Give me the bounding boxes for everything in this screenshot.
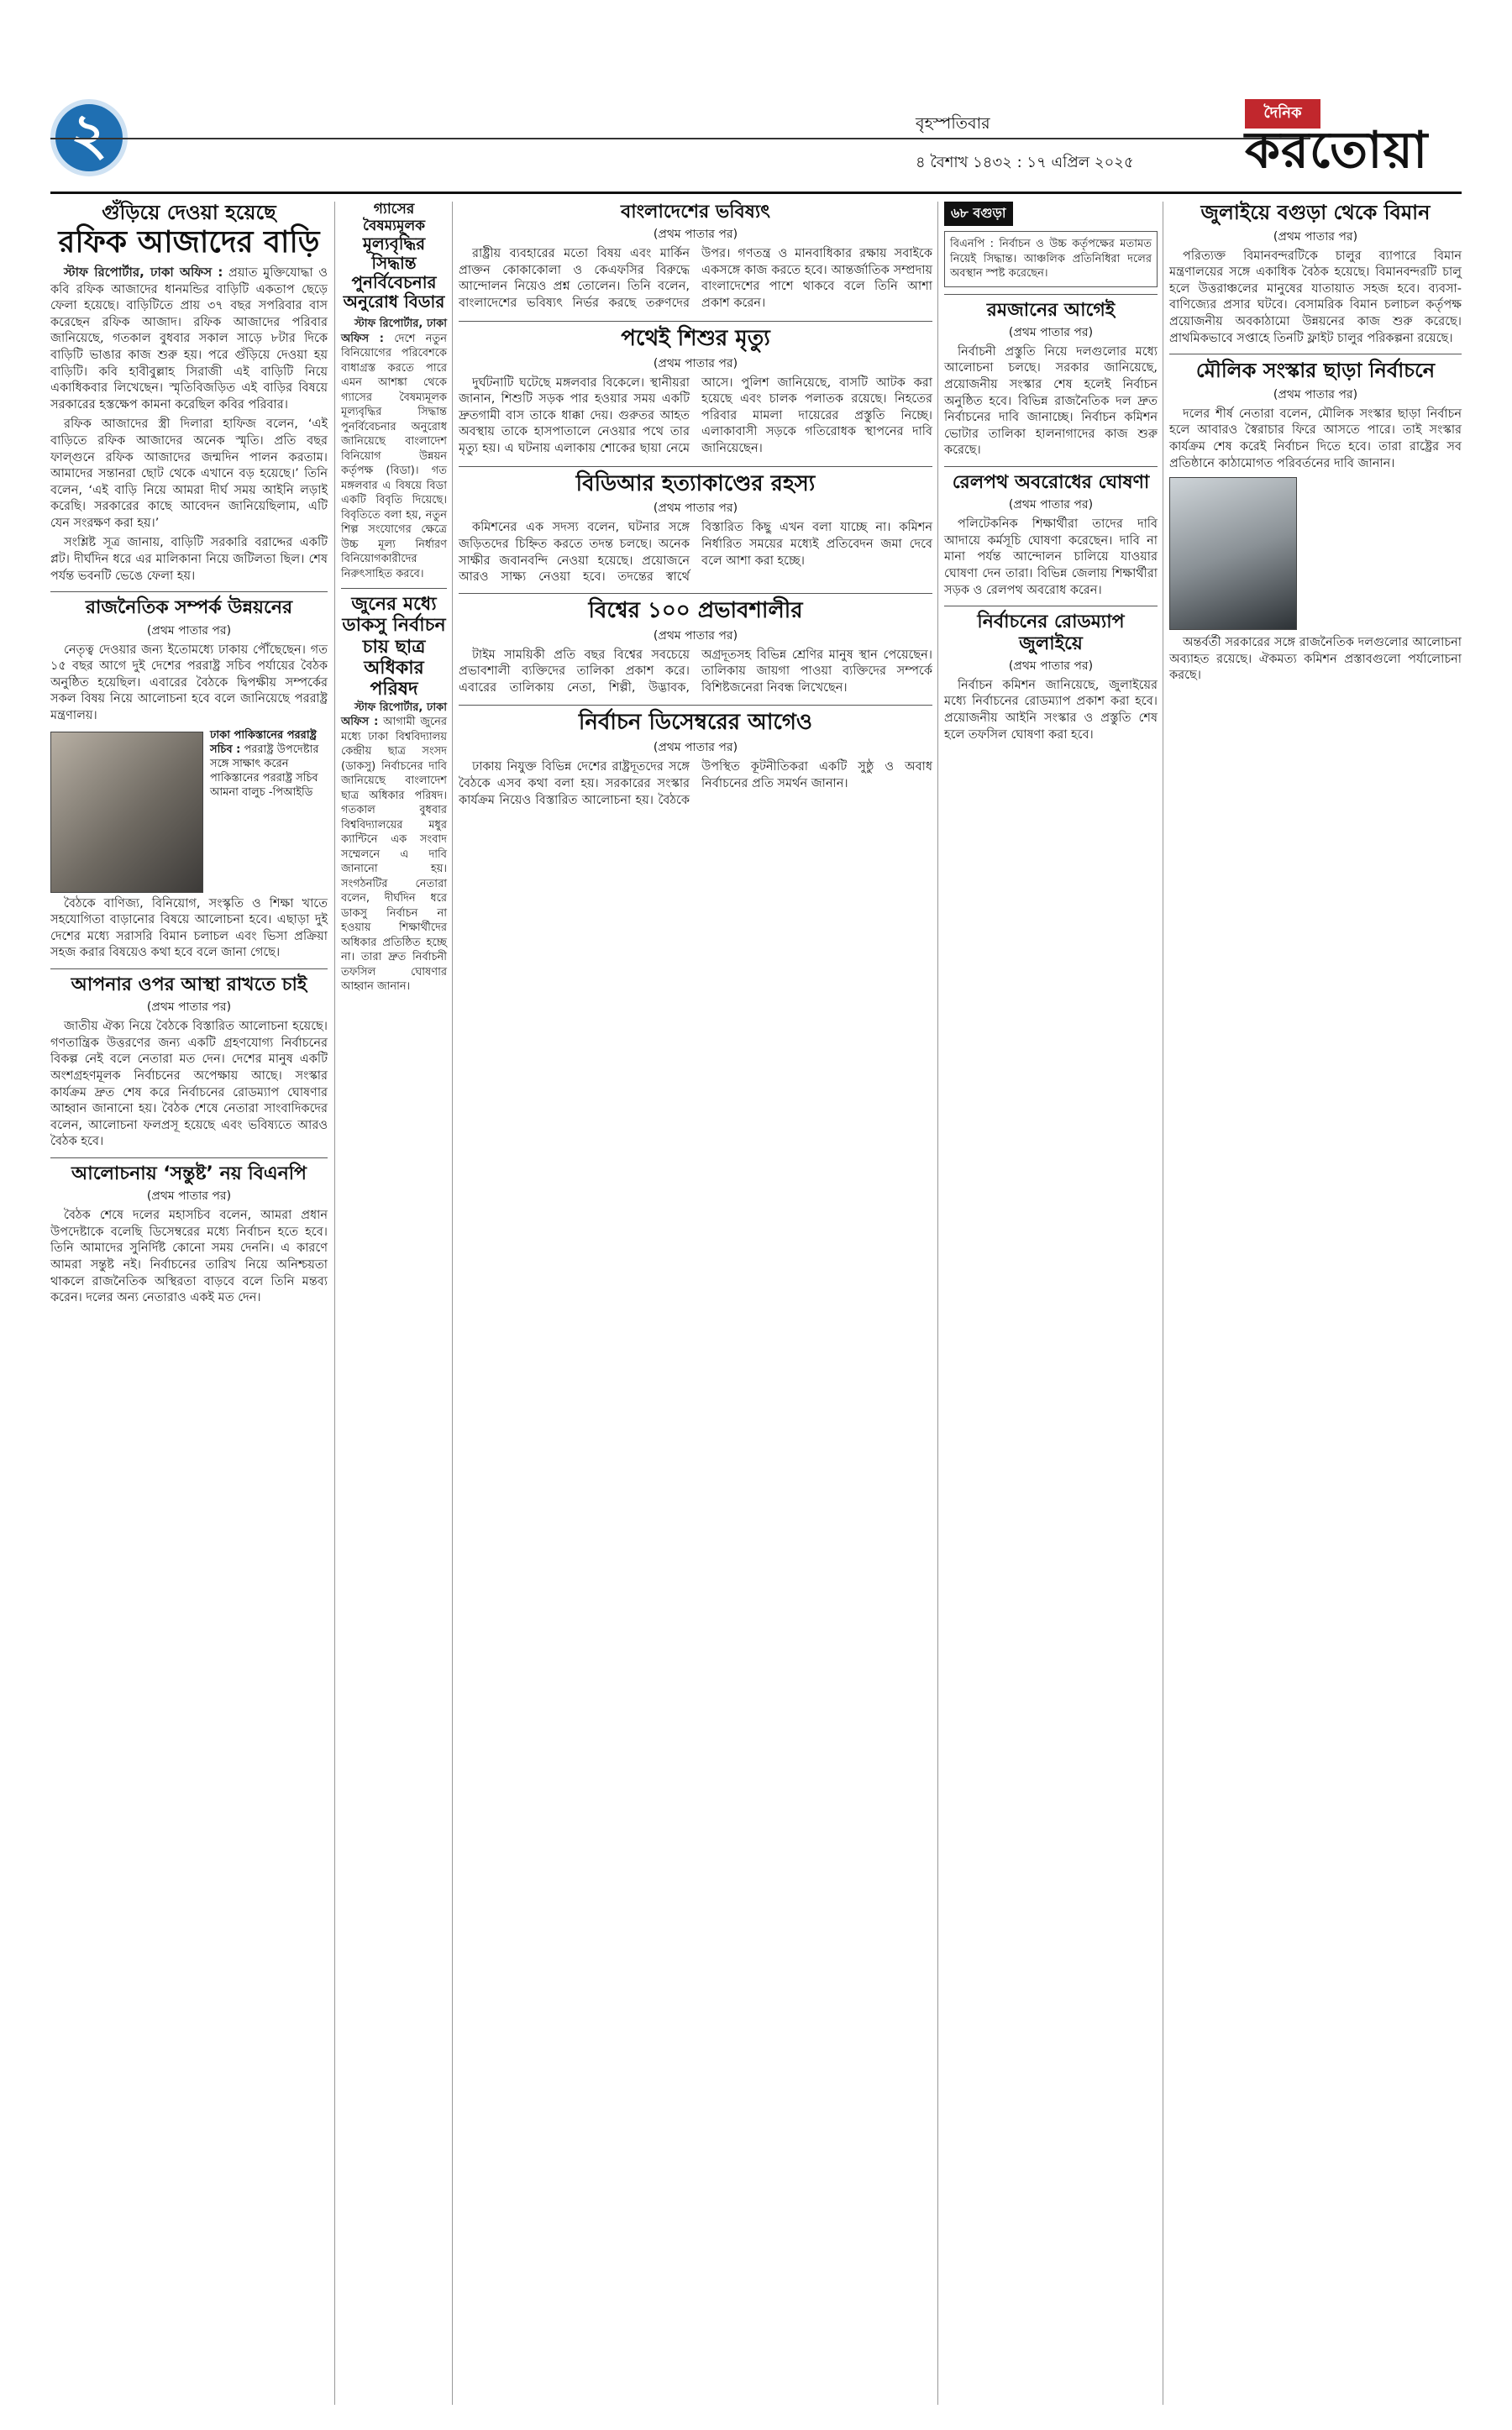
byline: স্টাফ রিপোর্টার, ঢাকা অফিস : (64, 264, 223, 280)
article-text: ঢাকায় নিযুক্ত বিভিন্ন দেশের রাষ্ট্রদূতদের সঙ্গে বৈঠকে এসব কথা বলা হয়। সরকারের সংস্কার কার্যক্রম নিয়েও বিস্তারিত আলোচনা হয়। বৈঠকে উপস্থিত কূটনীতিকরা একটি সুষ্ঠু ও অবাধ নির্বাচনের প্রতি সমর্থন জানান। (459, 760, 932, 807)
column-4 (944, 202, 1158, 2405)
section-tag: ৬৮ বগুড়া (944, 202, 1013, 226)
newspaper-logo (1245, 99, 1463, 186)
article-kicker: গুঁড়িয়ে দেওয়া হয়েছে (102, 201, 276, 224)
section-divider (459, 593, 932, 594)
masthead-date: ৪ বৈশাখ ১৪৩২ : ১৭ এপ্রিল ২০২৫ (916, 154, 1134, 171)
article-text: টাইম সাময়িকী প্রতি বছর বিশ্বের সবচেয়ে প্রভাবশালী ব্যক্তিদের তালিকা প্রকাশ করে। এবারের তালিকায় নেতা, শিল্পী, উদ্ভাবক, অগ্রদূতসহ বিভিন্ন শ্রেণির মানুষ স্থান পেয়েছেন। তালিকায় জায়গা পাওয়া ব্যক্তিদের সম্পর্কে বিশিষ্টজনেরা নিবন্ধ লিখেছেন। (459, 648, 932, 695)
article-headline: রমজানের আগেই (986, 299, 1116, 321)
article-headline: পথেই শিশুর মৃত্যু (621, 325, 770, 351)
masthead-day: বৃহস্পতিবার (916, 114, 990, 133)
article-text: সংশ্লিষ্ট সূত্র জানায়, বাড়িটি সরকারি বরাদ্দের একটি প্লট। দীর্ঘদিন ধরে এর মালিকানা নিয়ে জটিলতা ছিল। শেষ পর্যন্ত ভবনটি ভেঙে ফেলা হয়। (50, 536, 328, 583)
article-headline: জুনের মধ্যে ডাকসু নির্বাচন চায় ছাত্র অধিকার পরিষদ (342, 594, 446, 701)
continuation-label: (প্রথম পাতার পর) (653, 356, 738, 370)
article-text: নির্বাচনী প্রস্তুতি নিয়ে দলগুলোর মধ্যে আলোচনা চলছে। সরকার জানিয়েছে, প্রয়োজনীয় সংস্কার শেষ হলেই নির্বাচন অনুষ্ঠিত হবে। বিভিন্ন রাজনৈতিক দল দ্রুত নির্বাচনের দাবি জানাচ্ছে। নির্বাচন কমিশন ভোটার তালিকা হালনাগাদের কাজ শুরু করেছে। (944, 344, 1158, 458)
section-divider (50, 591, 328, 592)
article-headline: আলোচনায় ‘সন্তুষ্ট’ নয় বিএনপি (71, 1163, 307, 1184)
section-divider (459, 321, 932, 322)
article-headline: মৌলিক সংস্কার ছাড়া নির্বাচনে (1195, 359, 1436, 383)
article-headline: রেলপথ অবরোধের ঘোষণা (952, 471, 1150, 493)
column-rule (937, 202, 938, 2405)
article-headline: রাজনৈতিক সম্পর্ক উন্নয়নের (85, 597, 293, 619)
article-text: বৈঠকে বাণিজ্য, বিনিয়োগ, সংস্কৃতি ও শিক্ষা খাতে সহযোগিতা বাড়ানোর বিষয়ে আলোচনা হবে। এছাড়া দুই দেশের মধ্যে সরাসরি বিমান চলাচল এবং ভিসা প্রক্রিয়া সহজ করার বিষয়েও কথা হবে বলে জানা গেছে। (50, 896, 328, 960)
article-body (50, 265, 328, 585)
article-text: আগামী জুনের মধ্যে ঢাকা বিশ্ববিদ্যালয় কেন্দ্রীয় ছাত্র সংসদ (ডাকসু) নির্বাচনের দাবি জানিয়েছে বাংলাদেশ ছাত্র অধিকার পরিষদ। গতকাল বুধবার বিশ্ববিদ্যালয়ের মধুর ক্যান্টিনে এক সংবাদ সম্মেলনে এ দাবি জানানো হয়। সংগঠনটির নেতারা বলেন, দীর্ঘদিন ধরে ডাকসু নির্বাচন না হওয়ায় শিক্ষার্থীদের অধিকার প্রতিষ্ঠিত হচ্ছে না। তারা দ্রুত নির্বাচনী তফসিল ঘোষণার আহ্বান জানান। (341, 716, 448, 994)
column-rule (452, 202, 453, 2405)
section-divider (341, 588, 447, 589)
continuation-label: (প্রথম পাতার পর) (1273, 387, 1358, 402)
column-rule (334, 202, 335, 2405)
article-text: দেশে নতুন বিনিয়োগের পরিবেশকে বাধাগ্রস্ত করতে পারে এমন আশঙ্কা থেকে গ্যাসের বৈষম্যমূলক মূল্যবৃদ্ধির সিদ্ধান্ত পুনর্বিবেচনার অনুরোধ জানিয়েছে বাংলাদেশ বিনিয়োগ উন্নয়ন কর্তৃপক্ষ (বিডা)। গত মঙ্গলবার এ বিষয়ে বিডা একটি বিবৃতি দিয়েছে। বিবৃতিতে বলা হয়, নতুন শিল্প সংযোগের ক্ষেত্রে উচ্চ মূল্য নির্ধারণ বিনিয়োগকারীদের নিরুৎসাহিত করবে। (341, 332, 447, 580)
article-text: পরিত্যক্ত বিমানবন্দরটিকে চালুর ব্যাপারে বিমান মন্ত্রণালয়ের সঙ্গে একাধিক বৈঠক হয়েছে। বিমানবন্দরটি চালু হলে উত্তরাঞ্চলের মানুষের যাতায়াত সহজ হবে। ব্যবসা-বাণিজ্যের প্রসার ঘটবে। বেসামরিক বিমান চলাচল কর্তৃপক্ষ প্রয়োজনীয় অবকাঠামো উন্নয়নের কাজ শুরু করেছে। প্রাথমিকভাবে সপ্তাহে তিনটি ফ্লাইট চালুর পরিকল্পনা রয়েছে। (1169, 249, 1462, 345)
section-divider (50, 1157, 328, 1158)
continuation-label: (প্রথম পাতার পর) (653, 741, 738, 755)
logo-small-text: দৈনিক (1245, 99, 1320, 129)
article-kicker: গ্যাসের বৈষম্যমূলক (362, 201, 426, 234)
byline: স্টাফ রিপোর্টার, ঢাকা অফিস : (341, 701, 447, 729)
continuation-label: (প্রথম পাতার পর) (653, 501, 738, 516)
masthead-divider (50, 192, 1462, 194)
continuation-label: (প্রথম পাতার পর) (146, 1189, 232, 1204)
continuation-label: (প্রথম পাতার পর) (146, 1000, 232, 1015)
section-divider (459, 466, 932, 467)
section-divider (944, 466, 1158, 467)
continuation-label: (প্রথম পাতার পর) (1008, 325, 1094, 339)
section-divider (459, 705, 932, 706)
article-text: রফিক আজাদের স্ত্রী দিলারা হাফিজ বলেন, ‘এই বাড়িতে রফিক আজাদের অনেক স্মৃতি। প্রতি বছর ফাল্গুনে রফিক আজাদের জন্মদিন পালন করতাম। আমাদের সন্তানরা ছোট থেকে এখানে বড় হয়েছে।’ তিনি বলেন, ‘এই বাড়ি নিয়ে আমরা দীর্ঘ সময় আইনি লড়াই করেছি। সরকারের কাছে আবেদন জানিয়েছিলাম, এটি যেন সংরক্ষণ করা হয়।’ (50, 417, 328, 530)
section-divider (944, 294, 1158, 295)
news-photo (50, 732, 203, 893)
news-photo (1169, 477, 1297, 630)
caption-text: পররাষ্ট্র উপদেষ্টার সঙ্গে সাক্ষাৎ করেন পাকিস্তানের পররাষ্ট্র সচিব আমনা বালুচ -পিআইডি (210, 743, 319, 799)
section-divider (50, 968, 328, 969)
continuation-label: (প্রথম পাতার পর) (146, 623, 232, 638)
column-5 (1169, 202, 1462, 2405)
article-headline: রফিক আজাদের বাড়ি (58, 224, 320, 260)
continuation-label: (প্রথম পাতার পর) (1008, 659, 1094, 673)
caption-bold: ঢাকা পাকিস্তানের পররাষ্ট্র সচিব : (210, 728, 317, 756)
article-text: বৈঠক শেষে দলের মহাসচিব বলেন, আমরা প্রধান উপদেষ্টাকে বলেছি ডিসেম্বরের মধ্যে নির্বাচন হতে হবে। তিনি আমাদের সুনির্দিষ্ট কোনো সময় দেননি। এ কারণে আমরা সন্তুষ্ট নই। নির্বাচনের তারিখ নিয়ে অনিশ্চয়তা থাকলে রাজনৈতিক অস্থিরতা বাড়বে বলে তিনি মন্তব্য করেন। দলের অন্য নেতারাও একই মত দেন। (50, 1209, 328, 1305)
column-3 (459, 202, 932, 2405)
article-headline: বাংলাদেশের ভবিষ্যৎ (620, 202, 771, 223)
continuation-label: (প্রথম পাতার পর) (653, 628, 738, 643)
news-brief-box (944, 231, 1158, 287)
article-text: নির্বাচন কমিশন জানিয়েছে, জুলাইয়ের মধ্যে নির্বাচনের রোডম্যাপ প্রকাশ করা হবে। প্রয়োজনীয় আইনি সংস্কার ও প্রস্তুতি শেষ হলে তফসিল ঘোষণা করা হবে। (944, 678, 1158, 742)
article-headline: বিডিআর হত্যাকাণ্ডের রহস্য (575, 470, 816, 496)
continuation-label: (প্রথম পাতার পর) (1273, 229, 1358, 244)
column-2 (341, 202, 447, 2405)
article-headline: নির্বাচন ডিসেম্বরের আগেও (578, 710, 813, 736)
article-text: রাষ্ট্রীয় ব্যবহারের মতো বিষয় এবং মার্কিন প্রাক্তন কোকাকোলা ও কেএফসির বিরুদ্ধে আন্দোলন নিয়েও প্রশ্ন তোলেন। তিনি বলেন, বাংলাদেশের ভবিষ্যৎ নির্ভর করছে তরুণদের উপর। গণতন্ত্র ও মানবাধিকার রক্ষায় সবাইকে একসঙ্গে কাজ করতে হবে। আন্তর্জাতিক সম্প্রদায় বাংলাদেশের পাশে থাকবে বলে তিনি আশা প্রকাশ করেন। (459, 247, 932, 311)
article-text: দুর্ঘটনাটি ঘটেছে মঙ্গলবার বিকেলে। স্থানীয়রা জানান, শিশুটি সড়ক পার হওয়ার সময় একটি দ্রুতগামী বাস তাকে ধাক্কা দেয়। গুরুতর আহত অবস্থায় তাকে হাসপাতালে নেওয়ার পথে তার মৃত্যু হয়। এ ঘটনায় এলাকায় শোকের ছায়া নেমে আসে। পুলিশ জানিয়েছে, বাসটি আটক করা হয়েছে এবং চালক পলাতক রয়েছে। নিহতের পরিবার মামলা দায়েরের প্রস্তুতি নিচ্ছে। এলাকাবাসী সড়কে গতিরোধক স্থাপনের দাবি জানিয়েছেন। (459, 375, 932, 455)
article-text: পলিটেকনিক শিক্ষার্থীরা তাদের দাবি আদায়ে কর্মসূচি ঘোষণা করেছেন। দাবি না মানা পর্যন্ত আন্দোলন চালিয়ে যাওয়ার ঘোষণা দেন তারা। বিভিন্ন জেলায় শিক্ষার্থীরা সড়ক ও রেলপথ অবরোধ করেন। (944, 517, 1158, 597)
column-1 (50, 202, 328, 2405)
article-text: কমিশনের এক সদস্য বলেন, ঘটনার সঙ্গে জড়িতদের চিহ্নিত করতে তদন্ত চলছে। অনেক সাক্ষীর জবানবন্দি নেওয়া হয়েছে। প্রয়োজনে আরও সাক্ষ্য নেওয়া হবে। তদন্তের স্বার্থে বিস্তারিত কিছু এখন বলা যাচ্ছে না। কমিশন নির্ধারিত সময়ের মধ্যেই প্রতিবেদন জমা দেবে বলে আশা করা হচ্ছে। (459, 521, 932, 585)
continuation-label: (প্রথম পাতার পর) (653, 228, 738, 242)
page-number-badge: ২ (50, 99, 128, 176)
article-headline: জুলাইয়ে বগুড়া থেকে বিমান (1200, 201, 1431, 224)
article-text: জাতীয় ঐক্য নিয়ে বৈঠকে বিস্তারিত আলোচনা হয়েছে। গণতান্ত্রিক উত্তরণের জন্য একটি গ্রহণযোগ্য নির্বাচনের বিকল্প নেই বলে নেতারা মত দেন। দেশের মানুষ একটি অংশগ্রহণমূলক নির্বাচনের অপেক্ষায় আছে। সংস্কার কার্যক্রম দ্রুত শেষ করে নির্বাচনের রোডম্যাপ ঘোষণার আহ্বান জানানো হয়। বৈঠক শেষে নেতারা সাংবাদিকদের বলেন, আলোচনা ফলপ্রসূ হয়েছে এবং ভবিষ্যতে আরও বৈঠক হবে। (50, 1020, 328, 1149)
article-text: অন্তর্বর্তী সরকারের সঙ্গে রাজনৈতিক দলগুলোর আলোচনা অব্যাহত রয়েছে। ঐকমত্য কমিশন প্রস্তাবগুলো পর্যালোচনা করছে। (1169, 636, 1462, 683)
masthead-top-rule (50, 138, 1310, 139)
byline: স্টাফ রিপোর্টার, ঢাকা অফিস : (341, 318, 447, 345)
article-text: নেতৃত্ব দেওয়ার জন্য ইতোমধ্যে ঢাকায় পৌঁছেছেন। গত ১৫ বছর আগে দুই দেশের পররাষ্ট্র সচিব পর্যায়ের বৈঠক অনুষ্ঠিত হয়েছিল। এবারের বৈঠকে দ্বিপক্ষীয় সম্পর্কের সকল বিষয় নিয়ে আলোচনা হবে বলে জানিয়েছে পররাষ্ট্র মন্ত্রণালয়। (50, 643, 328, 722)
article-headline: নির্বাচনের রোডম্যাপ জুলাইয়ে (977, 611, 1125, 654)
brief-text: বিএনপি : নির্বাচন ও উচ্চ কর্তৃপক্ষের মতামত নিয়েই সিদ্ধান্ত। আঞ্চলিক প্রতিনিধিরা দলের অবস্থান স্পষ্ট করেছেন। (950, 238, 1152, 280)
continuation-label: (প্রথম পাতার পর) (1008, 498, 1094, 512)
article-headline: মূল্যবৃদ্ধির সিদ্ধান্ত পুনর্বিবেচনার অনুরোধ বিডার (343, 234, 445, 312)
article-headline: বিশ্বের ১০০ প্রভাবশালীর (588, 597, 803, 623)
article-headline: আপনার ওপর আস্থা রাখতে চাই (71, 974, 307, 995)
article-text: প্রয়াত মুক্তিযোদ্ধা ও কবি রফিক আজাদের ধানমন্ডির বাড়িটি একতাপ ছেড়ে ফেলা হয়েছে। বাড়িটিতে প্রায় ৩৭ বছর সপরিবার বাস করেছেন রফিক আজাদ। রফিক আজাদের পরিবার জানিয়েছে, গতকাল বুধবার সকাল সাড়ে ৮টার দিকে বাড়িটি ভাঙার কাজ শুরু হয়। পরে গুঁড়িয়ে দেওয়া হয় বাড়িটি। কবি হাবীবুল্লাহ সিরাজী এই বাড়িটি নিয়ে একাধিকবার লিখেছেন। স্মৃতিবিজড়িত এই বাড়ির বিষয়ে সরকারের হস্তক্ষেপ কামনা করেছিল কবির পরিবার। (50, 265, 328, 412)
article-text: দলের শীর্ষ নেতারা বলেন, মৌলিক সংস্কার ছাড়া নির্বাচন হলে আবারও স্বৈরাচার ফিরে আসতে পারে। তাই সংস্কার কার্যক্রম শেষ করেই নির্বাচন দিতে হবে। তারা রাষ্ট্রের সব প্রতিষ্ঠানে কাঠামোগত পরিবর্তনের দাবি জানান। (1169, 407, 1462, 470)
logo-big-text: করতোয়া (1245, 121, 1429, 180)
